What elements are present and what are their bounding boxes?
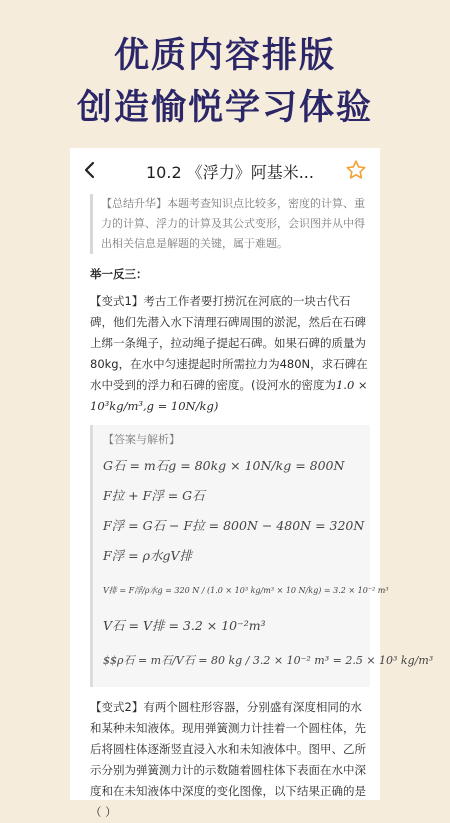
back-button[interactable] [80, 160, 100, 180]
promo-headline-2: 创造愉悦学习体验 [76, 88, 373, 128]
equation-1: G石 = m石g = 80kg × 10N/kg = 800N [103, 458, 345, 473]
variant1-formula: 1.0 × 10³kg/m³,g = 10N/kg) [90, 378, 368, 413]
answer-block [90, 425, 434, 687]
variant2-text: 【变式2】有两个圆柱形容器，分别盛有深度相同的水和某种未知液体。现用弹簧测力计挂着一个圆柱体，先后将圆柱体逐渐竖直浸入水和未知液体中。图甲、乙所示分别为弹簧测力计的示数随着圆柱体下表面在水中深度和在未知液体中深度的变化图像，以下结果正确的是（ ） [90, 700, 366, 819]
section-subhead: 举一反三： [90, 267, 148, 281]
equation-7: $$ρ石 = m石/V石 = 80 kg / 3.2 × 10⁻² m³ = 2.5 × 10³ kg/m³ [103, 654, 434, 667]
promo-headline-1: 优质内容排版 [113, 36, 336, 76]
equation-2: F拉 + F浮 = G石 [103, 488, 205, 503]
article-content [90, 194, 434, 823]
answer-heading: 【答案与解析】 [103, 433, 180, 446]
top-bar [70, 148, 380, 194]
phone-screen [70, 148, 434, 819]
star-outline-icon [345, 159, 367, 181]
equation-5: V排 = F浮/ρ水g = 320 N / (1.0 × 10³ kg/m³ × 10 N/kg) = 3.2 × 10⁻² m³ [103, 586, 389, 595]
equation-3: F浮 = G石 − F拉 = 800N − 480N = 320N [103, 518, 365, 533]
variant1-body: 【变式1】考古工作者要打捞沉在河底的一块古代石碑，他们先潜入水下清理石碑周围的淤泥，然后在石碑上绑一条绳子，拉动绳子提起石碑。如果石碑的质量为80kg，在水中匀速提起时所需拉力为480N，求石碑在水中受到的浮力和石碑的密度。(设河水的密度为 [90, 294, 368, 392]
equation-4: F浮 = ρ水gV排 [103, 548, 192, 563]
page-title: 10.2 《浮力》阿基米... [146, 163, 314, 182]
variant1-text [90, 291, 370, 417]
favorite-button[interactable] [345, 159, 367, 181]
equation-6: V石 = V排 = 3.2 × 10⁻²m³ [103, 618, 266, 633]
summary-note: 【总结升华】本题考查知识点比较多，密度的计算、重力的计算、浮力的计算及其公式变形，会识图并从中得出相关信息是解题的关键，属于难题。 [90, 194, 370, 254]
chevron-left-icon [80, 160, 100, 180]
